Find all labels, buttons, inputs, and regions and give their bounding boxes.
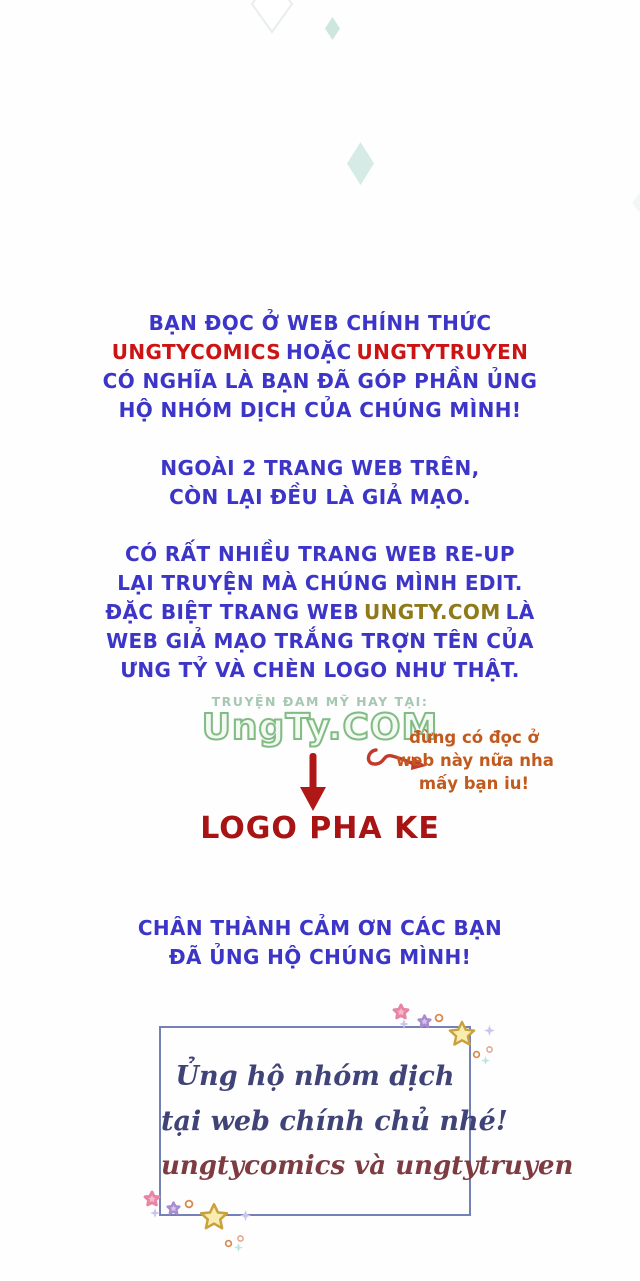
notice-line-sites xyxy=(0,338,640,367)
diamond-small-icon xyxy=(325,17,340,40)
site-name-ungtycomics: UNGTYCOMICS xyxy=(111,340,282,364)
notice-line: NGOÀI 2 TRANG WEB TRÊN, xyxy=(160,456,480,480)
sparkle-purple-icon xyxy=(484,1025,495,1036)
fake-site-name: UNGTY.COM xyxy=(363,600,501,624)
support-box-content xyxy=(161,1028,574,1189)
notice-line: CÓ RẤT NHIỀU TRANG WEB RE-UP xyxy=(125,542,515,566)
site-name-ungtytruyen: UNGTYTRUYEN xyxy=(356,340,529,364)
notice-line-part: LÀ xyxy=(505,600,535,624)
notice-line: WEB GIẢ MẠO TRẮNG TRỢN TÊN CỦA xyxy=(106,629,534,653)
side-note-line: web này nữa nha xyxy=(396,751,554,770)
notice-line: BẠN ĐỌC Ở WEB CHÍNH THỨC xyxy=(148,311,492,335)
notice-paragraph-fakes xyxy=(0,454,640,512)
ring-orange-icon xyxy=(472,1050,481,1059)
side-note xyxy=(396,726,552,795)
diamond-large-icon xyxy=(347,142,374,185)
ring-orange-icon xyxy=(224,1239,233,1248)
notice-paragraph-reup-warning xyxy=(0,540,640,685)
support-sites-line: ungtycomics và ungtytruyen xyxy=(161,1151,574,1181)
thanks-line: ĐÃ ỦNG HỘ CHÚNG MÌNH! xyxy=(168,945,472,969)
support-box xyxy=(159,1026,574,1216)
support-line: tại web chính chủ nhé! xyxy=(161,1106,508,1137)
ring-orange-icon xyxy=(434,1013,444,1023)
side-note-line: mấy bạn iu! xyxy=(418,774,530,793)
notice-line-fake-site xyxy=(0,598,640,627)
notice-line-part: ĐẶC BIỆT TRANG WEB xyxy=(105,600,359,624)
notice-line: HỘ NHÓM DỊCH CỦA CHÚNG MÌNH! xyxy=(118,398,522,422)
notice-line: LẠI TRUYỆN MÀ CHÚNG MÌNH EDIT. xyxy=(117,571,523,595)
sparkle-teal-icon xyxy=(481,1056,490,1065)
flower-star-pink-icon xyxy=(391,1002,411,1022)
notice-line: ƯNG TỶ VÀ CHÈN LOGO NHƯ THẬT. xyxy=(120,658,520,682)
diamond-outline-icon xyxy=(250,0,294,34)
notice-line: CÒN LẠI ĐỀU LÀ GIẢ MẠO. xyxy=(169,485,471,509)
notice-line: CÓ NGHĨA LÀ BẠN ĐÃ GÓP PHẦN ỦNG xyxy=(102,369,538,393)
dot-peach-icon xyxy=(486,1046,493,1053)
thanks-paragraph xyxy=(0,914,640,972)
down-arrow-icon xyxy=(299,753,327,811)
side-note-line: đừng có đọc ở xyxy=(409,728,539,747)
sparkle-teal-icon xyxy=(234,1243,243,1252)
fake-logo-brand: UngTy.COM xyxy=(201,707,439,748)
diamond-edge-icon xyxy=(632,194,640,212)
fake-logo-caption-text: LOGO PHA KE xyxy=(200,811,440,846)
fake-logo-tagline: TRUYỆN ĐAM MỸ HAY TẠI: xyxy=(211,694,429,709)
support-line: Ủng hộ nhóm dịch xyxy=(175,1061,455,1092)
notice-paragraph-official-sites xyxy=(0,309,640,425)
notice-word-or: HOẶC xyxy=(286,340,352,364)
thanks-line: CHÂN THÀNH CẢM ƠN CÁC BẠN xyxy=(137,916,503,940)
dot-peach-icon xyxy=(237,1235,244,1242)
fake-logo-caption xyxy=(0,812,640,846)
